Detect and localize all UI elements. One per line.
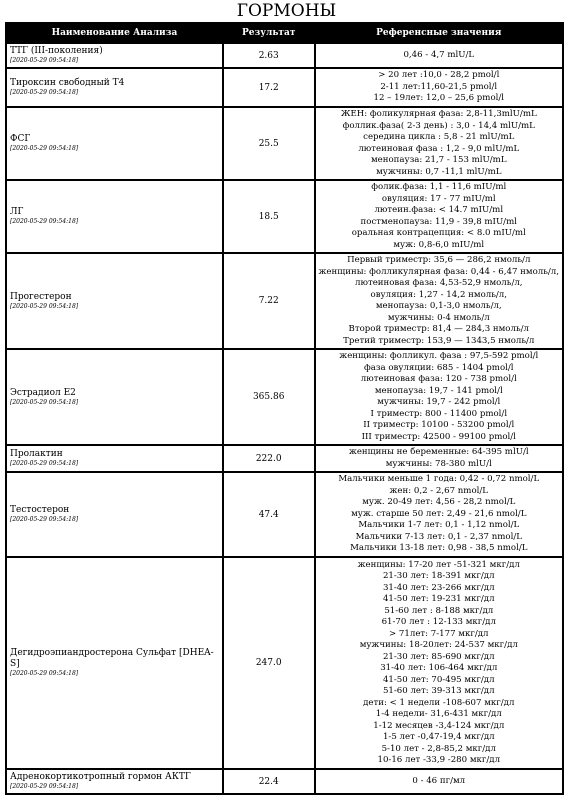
reference-values-cell xyxy=(315,253,563,349)
table-row xyxy=(6,349,563,445)
reference-values-cell xyxy=(315,445,563,472)
test-name: Пролактин xyxy=(10,449,63,459)
reference-line: 0,46 - 4,7 mlU/L xyxy=(403,49,475,60)
table-row xyxy=(6,68,563,107)
reference-values-cell xyxy=(315,349,563,445)
test-name-cell xyxy=(6,180,223,253)
test-timestamp: [2020-05-29 09:54:18] xyxy=(10,398,79,406)
reference-line: середина цикла : 5,8 - 21 mlU/mL xyxy=(363,132,515,142)
reference-line: муж. старше 50 лет: 2,49 - 21,6 nmol/L xyxy=(351,508,527,519)
result-value: 2.63 xyxy=(223,43,315,68)
reference-line: > 71лет: 7-177 мкг/дл xyxy=(389,628,489,639)
test-name: Тестостерон xyxy=(10,505,70,515)
reference-line: мужчины: 0,7 -11,1 mlU/mL xyxy=(376,166,502,177)
table-row xyxy=(6,557,563,769)
test-name: ЛГ xyxy=(10,207,24,217)
reference-line: 5-10 лет - 2,8-85,2 мкг/дл xyxy=(381,743,496,754)
test-timestamp: [2020-05-29 09:54:18] xyxy=(10,670,79,677)
column-header-result: Результат xyxy=(223,23,315,43)
reference-line: менопауза: 19,7 - 141 pmol/l xyxy=(374,385,503,396)
result-value: 17.2 xyxy=(223,68,315,107)
reference-line: 0 - 46 пг/мл xyxy=(412,775,466,786)
reference-line: фаза овуляции: 685 - 1404 pmol/l xyxy=(363,362,514,373)
test-name-cell xyxy=(6,769,223,794)
test-timestamp: [2020-05-29 09:54:18] xyxy=(10,783,79,790)
reference-line: 61-70 лет : 12-133 мкг/дл xyxy=(381,617,496,627)
reference-line: Мальчики 7-13 лет: 0,1 - 2,37 nmol/L xyxy=(355,531,522,542)
table-row xyxy=(6,472,563,557)
reference-line: III триместр: 42500 - 99100 pmol/l xyxy=(361,431,516,442)
reference-line: лютеиновая фаза : 1,2 - 9,0 mlU/mL xyxy=(358,143,520,154)
reference-line: 12 – 19лет: 12,0 – 25,6 pmol/l xyxy=(373,93,505,104)
reference-line: мужчины: 18-20лет: 24-537 мкг/дл xyxy=(359,640,518,650)
table-header-row xyxy=(6,23,563,43)
table-row xyxy=(6,43,563,68)
test-timestamp: [2020-05-29 09:54:18] xyxy=(10,145,79,152)
reference-line: 51-60 лет: 39-313 мкг/дл xyxy=(382,686,495,696)
reference-line: 31-40 лет: 106-464 мкг/дл xyxy=(380,663,498,673)
reference-line: лютеиновая фаза: 4,53-52,9 нмоль/л, xyxy=(355,278,523,288)
column-header-name: Наименование Анализа xyxy=(6,23,223,43)
test-name: Адренокортикотропный гормон АКТГ xyxy=(10,772,191,782)
test-name: Прогестерон xyxy=(10,291,72,302)
reference-line: лютеиновая фаза: 120 - 738 pmol/l xyxy=(360,374,517,384)
test-name: ТТГ (III-поколения) xyxy=(10,46,103,56)
reference-line: мужчины: 0-4 нмоль/л xyxy=(387,312,490,323)
reference-line: мужчины: 19,7 - 242 pmol/l xyxy=(377,397,501,407)
reference-line: ЖЕН: фоликулярная фаза: 2,8-11,3mlU/mL xyxy=(340,109,537,119)
test-timestamp: [2020-05-29 09:54:18] xyxy=(10,218,79,225)
result-value: 18.5 xyxy=(223,180,315,253)
reference-line: оральная контрацепция: < 8.0 mIU/ml xyxy=(351,228,526,238)
reference-line: Первый триместр: 35,6 — 286,2 нмоль/л xyxy=(347,255,531,265)
reference-values-cell xyxy=(315,472,563,557)
reference-values-cell xyxy=(315,557,563,769)
reference-line: 10-16 лет -33,9 -280 мкг/дл xyxy=(377,755,501,765)
reference-line: лютеин.фаза: < 14.7 mIU/ml xyxy=(374,205,504,215)
table-body xyxy=(6,43,563,794)
reference-line: мужчины: 78-380 mlU/l xyxy=(385,458,492,469)
reference-line: 41-50 лет: 70-495 мкг/дл xyxy=(382,674,495,685)
test-name-cell xyxy=(6,68,223,107)
reference-line: фолик.фаза: 1,1 - 11,6 mIU/ml xyxy=(371,182,507,192)
result-value: 365.86 xyxy=(223,349,315,445)
reference-line: 21-30 лет: 18-391 мкг/дл xyxy=(382,571,495,581)
reference-line: Мальчики 1-7 лет: 0,1 - 1,12 nmol/L xyxy=(358,520,520,531)
reference-values-cell xyxy=(315,180,563,253)
test-name-cell xyxy=(6,253,223,349)
test-name: Тироксин свободный Т4 xyxy=(10,78,125,88)
test-timestamp: [2020-05-29 09:54:18] xyxy=(10,460,79,467)
result-value: 222.0 xyxy=(223,445,315,472)
test-timestamp: [2020-05-29 09:54:18] xyxy=(10,57,79,64)
reference-values-cell xyxy=(315,107,563,180)
reference-line: дети: < 1 недели -108-607 мкг/дл xyxy=(363,697,515,708)
reference-line: муж. 20-49 лет: 4,56 - 28,2 nmol/L xyxy=(362,497,516,508)
reference-line: I триместр: 800 - 11400 pmol/l xyxy=(370,408,508,419)
table-row xyxy=(6,253,563,349)
test-name-cell xyxy=(6,107,223,180)
reference-line: > 20 лет :10,0 - 28,2 pmol/l xyxy=(378,70,500,81)
reference-line: 2-11 лет:11,60-21,5 pmol/l xyxy=(380,81,498,92)
test-name-cell xyxy=(6,43,223,68)
reference-line: муж: 0,8-6,0 mIU/ml xyxy=(393,239,485,250)
result-value: 247.0 xyxy=(223,557,315,769)
test-name-cell xyxy=(6,445,223,472)
reference-line: Мальчики 13-18 лет: 0,98 - 38,5 nmol/L xyxy=(350,543,528,554)
reference-line: 21-30 лет: 85-690 мкг/дл xyxy=(382,651,495,662)
test-timestamp: [2020-05-29 09:54:18] xyxy=(10,516,79,523)
reference-line: 1-4 недели- 31,6-431 мкг/дл xyxy=(375,709,502,719)
table-row xyxy=(6,445,563,472)
result-value: 47.4 xyxy=(223,472,315,557)
reference-line: II триместр: 10100 - 53200 pmol/l xyxy=(363,420,515,430)
result-value: 25.5 xyxy=(223,107,315,180)
reference-line: менопауза: 21,7 - 153 mlU/mL xyxy=(370,155,507,165)
reference-line: Третий триместр: 153,9 — 1343,5 нмоль/л xyxy=(343,335,535,346)
reference-line: менопауза: 0,1-3,0 нмоль/л, xyxy=(375,301,502,311)
reference-values-cell xyxy=(315,43,563,68)
test-name-cell xyxy=(6,349,223,445)
reference-line: фоллик.фаза( 2-3 день) : 3,0 - 14,4 mlU/mL xyxy=(342,120,535,131)
reference-line: 31-40 лет: 23-266 мкг/дл xyxy=(382,582,495,593)
test-name: ФСГ xyxy=(10,134,31,144)
test-name-cell xyxy=(6,557,223,769)
reference-line: жен: 0,2 - 2,67 nmol/L xyxy=(389,485,488,496)
test-name-cell xyxy=(6,472,223,557)
results-table xyxy=(5,22,564,795)
reference-line: 51-60 лет : 8-188 мкг/дл xyxy=(384,605,494,616)
reference-line: овуляция: 17 - 77 mIU/ml xyxy=(381,193,496,204)
reference-values-cell xyxy=(315,68,563,107)
reference-line: Мальчики меньше 1 года: 0,42 - 0,72 nmol/L xyxy=(338,474,540,485)
reference-line: 1-12 месяцев -3,4-124 мкг/дл xyxy=(373,720,505,731)
reference-line: женщины: фолликулярная фаза: 0,44 - 6,47 нмоль/л, xyxy=(318,266,559,277)
reference-values-cell xyxy=(315,769,563,794)
result-value: 7.22 xyxy=(223,253,315,349)
reference-line: 41-50 лет: 19-231 мкг/дл xyxy=(382,594,495,604)
test-name: Эстрадиол Е2 xyxy=(10,387,76,398)
reference-line: женщины не беременные: 64-395 mlU/l xyxy=(348,447,529,457)
test-timestamp: [2020-05-29 09:54:18] xyxy=(10,302,79,310)
reference-line: постменопауза: 11,9 - 39,8 mIU/ml xyxy=(360,216,517,227)
reference-line: овуляция: 1,27 - 14,2 нмоль/л, xyxy=(370,289,507,300)
test-name: Дегидроэпиандростерона Сульфат [DHEA-S] xyxy=(10,648,214,669)
table-row xyxy=(6,107,563,180)
reference-line: женщины: 17-20 лет -51-321 мкг/дл xyxy=(357,559,520,570)
reference-line: Второй триместр: 81,4 — 284,3 нмоль/л xyxy=(348,324,529,334)
column-header-reference: Референсные значения xyxy=(315,23,563,43)
reference-line: женщины: фолликул. фаза : 97,5-592 pmol/l xyxy=(339,351,539,361)
table-row xyxy=(6,180,563,253)
page-title: ГОРМОНЫ xyxy=(236,1,337,21)
result-value: 22.4 xyxy=(223,769,315,794)
reference-line: 1-5 лет -0,47-19,4 мкг/дл xyxy=(382,732,495,742)
test-timestamp: [2020-05-29 09:54:18] xyxy=(10,89,79,96)
table-row xyxy=(6,769,563,794)
